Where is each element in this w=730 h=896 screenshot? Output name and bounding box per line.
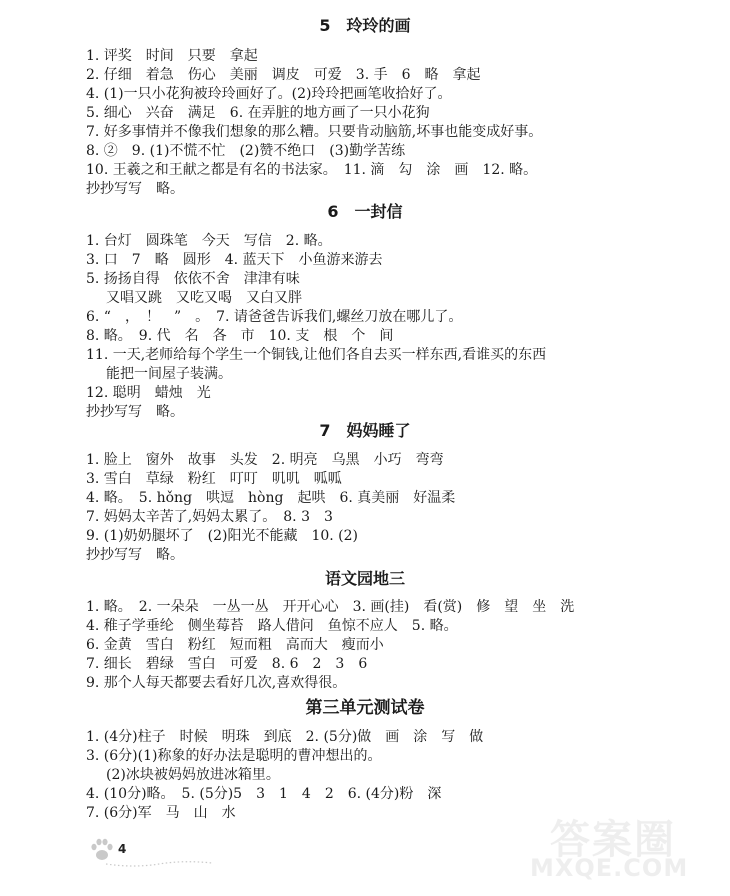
answer-line: 8. 略。 9. 代 名 各 市 10. 支 根 个 间 bbox=[86, 328, 394, 344]
answer-line: 6. 金黄 雪白 粉红 短而粗 高而大 瘦而小 bbox=[86, 637, 384, 653]
garden-3-answers bbox=[86, 598, 686, 693]
watermark-url: MXQE.COM bbox=[530, 854, 689, 882]
answer-line: 3. (6分)(1)称象的好办法是聪明的曹冲想出的。 bbox=[86, 748, 382, 764]
answer-line: 6. “ ， ！ ” 。 7. 请爸爸告诉我们,螺丝刀放在哪儿了。 bbox=[86, 309, 463, 325]
answer-line: 抄抄写写 略。 bbox=[86, 547, 184, 563]
watermark-logo-text: 答案圈 bbox=[550, 817, 676, 863]
answer-line: 4. (10分)略。 5. (5分)5 3 1 4 2 6. (4分)粉 深 bbox=[86, 786, 442, 802]
section-5-answers bbox=[86, 47, 686, 199]
answer-line: 1. 评奖 时间 只要 拿起 bbox=[86, 48, 258, 64]
answer-line: 抄抄写写 略。 bbox=[86, 181, 184, 197]
answer-line: 抄抄写写 略。 bbox=[86, 404, 184, 420]
answer-line: 5. 扬扬自得 依依不舍 津津有味 bbox=[86, 271, 300, 287]
section-title-5: 5 玲玲的画 bbox=[319, 16, 411, 35]
site-watermark bbox=[530, 808, 720, 888]
answer-line: 1. 台灯 圆珠笔 今天 写信 2. 略。 bbox=[86, 233, 332, 249]
page-footer bbox=[84, 832, 214, 872]
section-6-answers bbox=[86, 232, 686, 422]
section-title-garden-3: 语文园地三 bbox=[324, 569, 405, 588]
answer-line: 7. 细长 碧绿 雪白 可爱 8. 6 2 3 6 bbox=[86, 656, 368, 672]
answer-line: 9. (1)奶奶腿坏了 (2)阳光不能藏 10. (2) bbox=[86, 528, 359, 544]
answer-line: 8. ② 9. (1)不慌不忙 (2)赞不绝口 (3)勤学苦练 bbox=[86, 143, 406, 159]
page-number: 4 bbox=[118, 842, 127, 856]
answer-line: 2. 仔细 着急 伤心 美丽 调皮 可爱 3. 手 6 略 拿起 bbox=[86, 67, 481, 83]
answer-line: 1. 脸上 窗外 故事 头发 2. 明亮 乌黑 小巧 弯弯 bbox=[86, 452, 444, 468]
answer-line: 1. (4分)柱子 时候 明珠 到底 2. (5分)做 画 涂 写 做 bbox=[86, 729, 484, 745]
answer-line: 12. 聪明 蜡烛 光 bbox=[86, 385, 211, 401]
answer-line: 10. 王羲之和王献之都是有名的书法家。 11. 滴 勾 涂 画 12. 略。 bbox=[86, 162, 538, 178]
answer-line: 4. (1)一只小花狗被玲玲画好了。(2)玲玲把画笔收拾好了。 bbox=[86, 86, 452, 102]
section-title-unit-3-test: 第三单元测试卷 bbox=[305, 698, 425, 718]
answer-line: 7. 妈妈太辛苦了,妈妈太累了。 8. 3 3 bbox=[86, 509, 333, 525]
answer-line: 3. 口 7 略 圆形 4. 蓝天下 小鱼游来游去 bbox=[86, 252, 383, 268]
section-title-6: 6 一封信 bbox=[327, 202, 403, 221]
answer-line: 7. (6分)军 马 山 水 bbox=[86, 805, 236, 821]
section-7-answers bbox=[86, 451, 686, 565]
answer-line: 又唱又跳 又吃又喝 又白又胖 bbox=[106, 290, 302, 306]
answer-line: 9. 那个人每天都要去看好几次,喜欢得很。 bbox=[86, 675, 347, 691]
answer-line: 能把一间屋子装满。 bbox=[106, 366, 232, 382]
answer-line: 4. 稚子学垂纶 侧坐莓苔 路人借问 鱼惊不应人 5. 略。 bbox=[86, 618, 458, 634]
answer-line: 7. 好多事情并不像我们想象的那么糟。只要肯动脑筋,坏事也能变成好事。 bbox=[86, 124, 543, 140]
answer-line: 11. 一天,老师给每个学生一个铜钱,让他们各自去买一样东西,看谁买的东西 bbox=[86, 347, 547, 363]
dotted-divider bbox=[104, 860, 214, 868]
section-title-7: 7 妈妈睡了 bbox=[319, 421, 411, 440]
answer-line: 4. 略。 5. hǒng 哄逗 hòng 起哄 6. 真美丽 好温柔 bbox=[86, 490, 456, 506]
answer-line: 5. 细心 兴奋 满足 6. 在弄脏的地方画了一只小花狗 bbox=[86, 105, 430, 121]
answer-line: (2)冰块被妈妈放进冰箱里。 bbox=[106, 767, 280, 783]
answer-line: 1. 略。 2. 一朵朵 一丛一丛 开开心心 3. 画(挂) 看(赏) 修 望 坐 洗 bbox=[86, 599, 575, 615]
answer-line: 3. 雪白 草绿 粉红 叮叮 叽叽 呱呱 bbox=[86, 471, 342, 487]
